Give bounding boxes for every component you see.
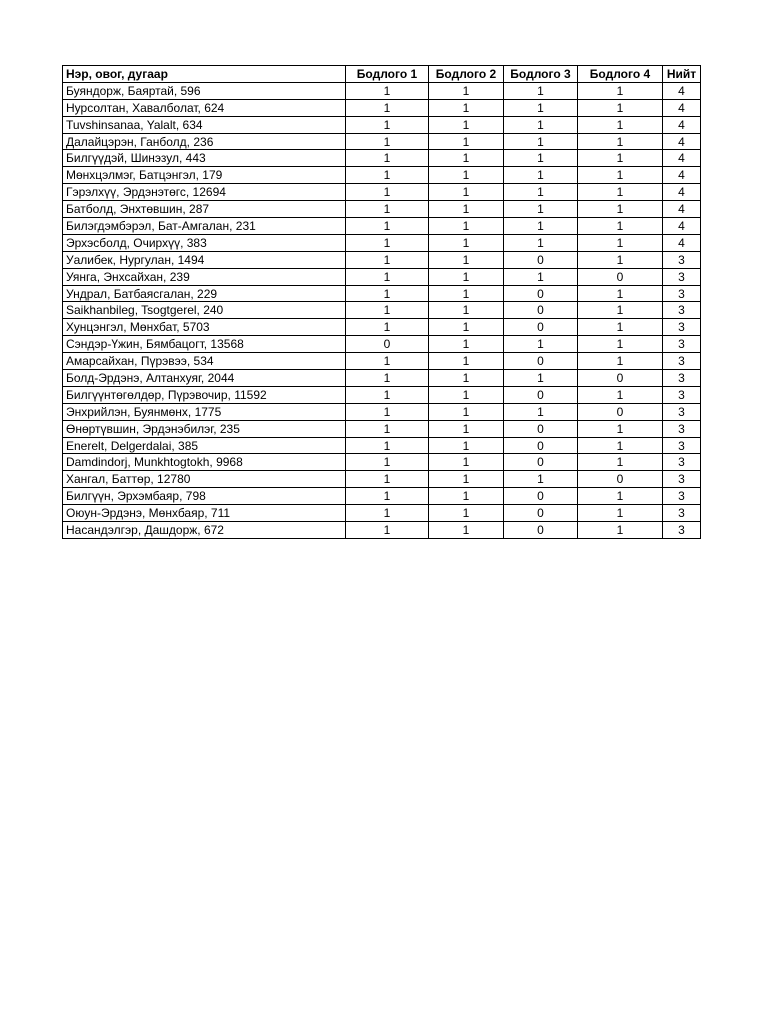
cell-problem-3: 0 <box>504 251 578 268</box>
cell-problem-3: 1 <box>504 116 578 133</box>
table-row <box>63 488 701 505</box>
cell-problem-1: 1 <box>346 353 429 370</box>
cell-problem-2: 1 <box>429 454 504 471</box>
cell-problem-2: 1 <box>429 201 504 218</box>
cell-problem-4: 1 <box>578 234 663 251</box>
cell-problem-3: 1 <box>504 167 578 184</box>
cell-problem-4: 1 <box>578 505 663 522</box>
cell-problem-1: 1 <box>346 437 429 454</box>
cell-name: Батболд, Энхтөвшин, 287 <box>63 201 346 218</box>
table-row <box>63 437 701 454</box>
cell-problem-3: 1 <box>504 268 578 285</box>
table-row <box>63 454 701 471</box>
cell-name: Гэрэлхүү, Эрдэнэтөгс, 12694 <box>63 184 346 201</box>
cell-total: 3 <box>663 403 701 420</box>
cell-name: Болд-Эрдэнэ, Алтанхуяг, 2044 <box>63 370 346 387</box>
table-row <box>63 471 701 488</box>
cell-total: 3 <box>663 336 701 353</box>
cell-problem-2: 1 <box>429 437 504 454</box>
cell-problem-1: 1 <box>346 218 429 235</box>
cell-problem-2: 1 <box>429 522 504 539</box>
cell-total: 3 <box>663 302 701 319</box>
table-row <box>63 505 701 522</box>
cell-problem-4: 1 <box>578 218 663 235</box>
cell-problem-2: 1 <box>429 403 504 420</box>
cell-problem-2: 1 <box>429 302 504 319</box>
table-row <box>63 268 701 285</box>
cell-name: Эрхэсболд, Очирхүү, 383 <box>63 234 346 251</box>
cell-name: Оюун-Эрдэнэ, Мөнхбаяр, 711 <box>63 505 346 522</box>
cell-name: Enerelt, Delgerdalai, 385 <box>63 437 346 454</box>
table-row <box>63 403 701 420</box>
cell-problem-3: 1 <box>504 218 578 235</box>
header-problem-3: Бодлого 3 <box>504 66 578 83</box>
cell-problem-1: 1 <box>346 319 429 336</box>
cell-problem-3: 1 <box>504 99 578 116</box>
table-row <box>63 420 701 437</box>
cell-name: Хунцэнгэл, Мөнхбат, 5703 <box>63 319 346 336</box>
cell-problem-1: 1 <box>346 302 429 319</box>
cell-problem-3: 1 <box>504 234 578 251</box>
cell-problem-4: 0 <box>578 268 663 285</box>
cell-name: Сэндэр-Үжин, Бямбацогт, 13568 <box>63 336 346 353</box>
cell-problem-3: 0 <box>504 488 578 505</box>
cell-total: 4 <box>663 116 701 133</box>
cell-name: Билгүүн, Эрхэмбаяр, 798 <box>63 488 346 505</box>
cell-problem-2: 1 <box>429 488 504 505</box>
cell-problem-4: 1 <box>578 319 663 336</box>
cell-problem-1: 1 <box>346 251 429 268</box>
cell-problem-1: 1 <box>346 82 429 99</box>
cell-total: 3 <box>663 522 701 539</box>
cell-name: Уалибек, Нургулан, 1494 <box>63 251 346 268</box>
table-row <box>63 201 701 218</box>
table-row <box>63 370 701 387</box>
cell-total: 4 <box>663 167 701 184</box>
table-row <box>63 386 701 403</box>
cell-total: 3 <box>663 251 701 268</box>
cell-problem-4: 1 <box>578 420 663 437</box>
header-name: Нэр, овог, дугаар <box>63 66 346 83</box>
cell-problem-3: 1 <box>504 133 578 150</box>
cell-problem-2: 1 <box>429 218 504 235</box>
cell-name: Ундрал, Батбаясгалан, 229 <box>63 285 346 302</box>
cell-problem-3: 1 <box>504 471 578 488</box>
cell-problem-4: 1 <box>578 386 663 403</box>
cell-total: 3 <box>663 420 701 437</box>
cell-problem-2: 1 <box>429 505 504 522</box>
cell-problem-1: 1 <box>346 167 429 184</box>
table-row <box>63 133 701 150</box>
cell-problem-4: 1 <box>578 133 663 150</box>
cell-problem-4: 1 <box>578 336 663 353</box>
table-row <box>63 167 701 184</box>
header-problem-2: Бодлого 2 <box>429 66 504 83</box>
cell-name: Насандэлгэр, Дашдорж, 672 <box>63 522 346 539</box>
table-body <box>63 82 701 538</box>
table-row <box>63 234 701 251</box>
cell-problem-2: 1 <box>429 133 504 150</box>
cell-total: 4 <box>663 99 701 116</box>
cell-problem-4: 1 <box>578 99 663 116</box>
cell-total: 3 <box>663 471 701 488</box>
cell-problem-1: 1 <box>346 116 429 133</box>
cell-problem-1: 1 <box>346 505 429 522</box>
results-table <box>62 65 701 539</box>
table-row <box>63 184 701 201</box>
table-row <box>63 116 701 133</box>
cell-name: Билгүүнтөгөлдөр, Пүрэвочир, 11592 <box>63 386 346 403</box>
cell-problem-2: 1 <box>429 268 504 285</box>
cell-name: Хангал, Баттөр, 12780 <box>63 471 346 488</box>
cell-problem-4: 0 <box>578 403 663 420</box>
cell-problem-4: 1 <box>578 167 663 184</box>
cell-problem-1: 1 <box>346 184 429 201</box>
cell-problem-3: 1 <box>504 82 578 99</box>
cell-problem-3: 1 <box>504 150 578 167</box>
table-row <box>63 99 701 116</box>
cell-problem-3: 1 <box>504 336 578 353</box>
table-row <box>63 319 701 336</box>
cell-problem-4: 1 <box>578 302 663 319</box>
cell-problem-2: 1 <box>429 353 504 370</box>
cell-problem-3: 1 <box>504 201 578 218</box>
cell-problem-2: 1 <box>429 370 504 387</box>
cell-problem-2: 1 <box>429 234 504 251</box>
cell-problem-2: 1 <box>429 251 504 268</box>
cell-problem-2: 1 <box>429 386 504 403</box>
header-problem-4: Бодлого 4 <box>578 66 663 83</box>
cell-problem-1: 1 <box>346 201 429 218</box>
cell-problem-2: 1 <box>429 319 504 336</box>
cell-problem-3: 0 <box>504 353 578 370</box>
cell-problem-4: 1 <box>578 116 663 133</box>
cell-problem-1: 1 <box>346 99 429 116</box>
cell-name: Мөнхцэлмэг, Батцэнгэл, 179 <box>63 167 346 184</box>
cell-problem-1: 1 <box>346 420 429 437</box>
cell-problem-1: 1 <box>346 370 429 387</box>
cell-problem-3: 1 <box>504 184 578 201</box>
cell-problem-1: 1 <box>346 471 429 488</box>
cell-total: 4 <box>663 82 701 99</box>
cell-total: 3 <box>663 319 701 336</box>
table-row <box>63 218 701 235</box>
cell-problem-2: 1 <box>429 471 504 488</box>
cell-total: 3 <box>663 454 701 471</box>
cell-problem-3: 0 <box>504 319 578 336</box>
cell-problem-1: 1 <box>346 268 429 285</box>
cell-name: Өнөртүвшин, Эрдэнэбилэг, 235 <box>63 420 346 437</box>
header-problem-1: Бодлого 1 <box>346 66 429 83</box>
cell-total: 4 <box>663 133 701 150</box>
cell-total: 4 <box>663 201 701 218</box>
cell-name: Билэгдэмбэрэл, Бат-Амгалан, 231 <box>63 218 346 235</box>
cell-problem-1: 1 <box>346 285 429 302</box>
cell-problem-1: 1 <box>346 403 429 420</box>
cell-total: 3 <box>663 386 701 403</box>
table-row <box>63 302 701 319</box>
cell-problem-1: 1 <box>346 133 429 150</box>
cell-problem-4: 0 <box>578 471 663 488</box>
cell-problem-3: 0 <box>504 522 578 539</box>
cell-problem-3: 0 <box>504 285 578 302</box>
cell-problem-1: 1 <box>346 150 429 167</box>
table-row <box>63 251 701 268</box>
cell-problem-4: 1 <box>578 353 663 370</box>
cell-problem-4: 1 <box>578 184 663 201</box>
cell-problem-4: 1 <box>578 251 663 268</box>
cell-problem-2: 1 <box>429 167 504 184</box>
table-row <box>63 285 701 302</box>
cell-total: 3 <box>663 353 701 370</box>
cell-total: 4 <box>663 184 701 201</box>
cell-problem-1: 1 <box>346 488 429 505</box>
cell-name: Буяндорж, Баяртай, 596 <box>63 82 346 99</box>
header-total: Нийт <box>663 66 701 83</box>
cell-total: 4 <box>663 218 701 235</box>
cell-problem-2: 1 <box>429 184 504 201</box>
cell-problem-2: 1 <box>429 116 504 133</box>
cell-total: 3 <box>663 505 701 522</box>
cell-problem-3: 0 <box>504 302 578 319</box>
cell-problem-4: 1 <box>578 285 663 302</box>
cell-total: 3 <box>663 488 701 505</box>
cell-problem-3: 0 <box>504 454 578 471</box>
cell-name: Билгүүдэй, Шинэзул, 443 <box>63 150 346 167</box>
cell-name: Уянга, Энхсайхан, 239 <box>63 268 346 285</box>
table-row <box>63 522 701 539</box>
cell-problem-3: 0 <box>504 505 578 522</box>
cell-total: 3 <box>663 437 701 454</box>
cell-problem-2: 1 <box>429 285 504 302</box>
cell-name: Далайцэрэн, Ганболд, 236 <box>63 133 346 150</box>
cell-problem-4: 1 <box>578 82 663 99</box>
cell-name: Энхрийлэн, Буянмөнх, 1775 <box>63 403 346 420</box>
table-row <box>63 82 701 99</box>
cell-total: 4 <box>663 234 701 251</box>
cell-problem-1: 0 <box>346 336 429 353</box>
cell-problem-2: 1 <box>429 150 504 167</box>
cell-name: Нурсолтан, Хавалболат, 624 <box>63 99 346 116</box>
cell-problem-1: 1 <box>346 386 429 403</box>
cell-problem-1: 1 <box>346 234 429 251</box>
cell-problem-4: 0 <box>578 370 663 387</box>
table-row <box>63 353 701 370</box>
cell-problem-1: 1 <box>346 454 429 471</box>
cell-problem-3: 0 <box>504 386 578 403</box>
table-row <box>63 150 701 167</box>
cell-problem-4: 1 <box>578 437 663 454</box>
cell-problem-2: 1 <box>429 420 504 437</box>
cell-problem-2: 1 <box>429 99 504 116</box>
cell-problem-3: 0 <box>504 420 578 437</box>
cell-name: Saikhanbileg, Tsogtgerel, 240 <box>63 302 346 319</box>
cell-problem-4: 1 <box>578 454 663 471</box>
cell-problem-4: 1 <box>578 522 663 539</box>
cell-problem-4: 1 <box>578 201 663 218</box>
cell-name: Damdindorj, Munkhtogtokh, 9968 <box>63 454 346 471</box>
table-row <box>63 336 701 353</box>
header-row <box>63 66 701 83</box>
cell-problem-3: 1 <box>504 403 578 420</box>
cell-total: 3 <box>663 370 701 387</box>
cell-problem-1: 1 <box>346 522 429 539</box>
cell-total: 3 <box>663 268 701 285</box>
cell-problem-3: 1 <box>504 370 578 387</box>
table-header <box>63 66 701 83</box>
cell-name: Tuvshinsanaa, Yalalt, 634 <box>63 116 346 133</box>
cell-problem-4: 1 <box>578 488 663 505</box>
cell-problem-3: 0 <box>504 437 578 454</box>
cell-problem-2: 1 <box>429 82 504 99</box>
cell-name: Амарсайхан, Пүрэвээ, 534 <box>63 353 346 370</box>
cell-problem-4: 1 <box>578 150 663 167</box>
cell-problem-2: 1 <box>429 336 504 353</box>
cell-total: 4 <box>663 150 701 167</box>
cell-total: 3 <box>663 285 701 302</box>
